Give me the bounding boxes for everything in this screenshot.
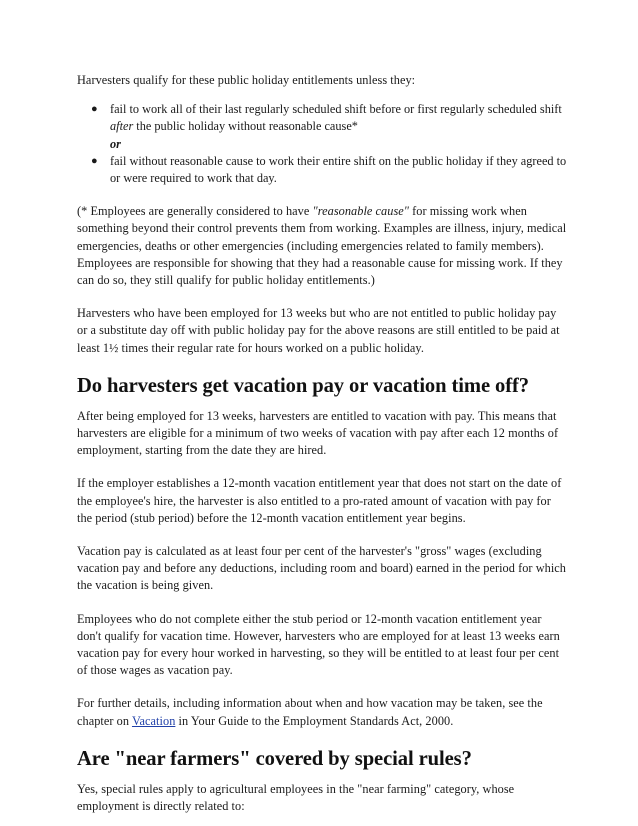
exceptions-list-continued [77,153,567,187]
note-text: for missing work when something beyond their control prevents them from working. Examples are illness, injury, medical emergencies, deaths or other emergencies (including emergencies related to family members). Employees are responsible for showing that they had a reasonable cause for missing work. If they can do so, they still qualify for public holiday entitlements.) [77,204,567,288]
paragraph-text: For further details, including information about when and how vacation may be taken, see the chapter on [77,696,543,728]
list-item-text: fail to work all of their last regularly scheduled shift before or first regularly scheduled shift [110,102,562,117]
document-page [77,72,567,815]
bullet-icon: ● [91,103,98,116]
bullet-icon: ● [91,154,98,167]
near-farmers-heading: Are "near farmers" covered by special rules? [77,747,472,770]
list-item-text: fail without reasonable cause to work their entire shift on the public holiday if they agreed to or were required to work that day. [110,153,567,186]
thirteen-weeks-paragraph: Harvesters who have been employed for 13 weeks but who are not entitled to public holiday pay or a substitute day off with public holiday pay for the above reasons are still entitled to be paid at least 1½ times their regular rate for hours worked on a public holiday. [77,306,560,355]
exceptions-list [77,101,567,135]
or-label: or [110,136,121,151]
vacation-paragraph-5 [77,695,567,729]
list-item [77,101,567,135]
note-text: (* Employees are generally considered to have [77,204,313,219]
reasonable-cause-note [77,203,567,289]
list-item-text: the public holiday without reasonable cause* [133,119,358,134]
vacation-chapter-link[interactable]: Vacation [131,713,176,728]
note-emphasis: "reasonable cause" [312,204,410,219]
near-farmers-paragraph: Yes, special rules apply to agricultural employees in the "near farming" category, whose employment is directly related to: [77,781,515,814]
list-item [77,153,567,187]
vacation-paragraph-1: After being employed for 13 weeks, harvesters are entitled to vacation with pay. This means that harvesters are eligible for a minimum of two weeks of vacation with pay after each 12 months of employment, starting from the date they are hired. [77,408,559,458]
vacation-heading: Do harvesters get vacation pay or vacation time off? [77,374,529,397]
vacation-paragraph-3: Vacation pay is calculated as at least four per cent of the harvester's "gross" wages (excluding vacation pay and before any deductions, including room and board) earned in the period for which the vacation is being given. [77,544,566,593]
vacation-paragraph-4: Employees who do not complete either the stub period or 12-month vacation entitlement year don't qualify for vacation time. However, harvesters who are employed for at least 13 weeks earn vacation pay for every hour worked in harvesting, so they will be entitled to at least four per cent of those wages as vacation pay. [77,611,560,678]
paragraph-text: in Your Guide to the Employment Standards Act, 2000. [175,713,454,728]
vacation-paragraph-2: If the employer establishes a 12-month vacation entitlement year that does not start on the date of the employee's hire, the harvester is also entitled to a pro-rated amount of vacation with pay for the period (stub period) before the 12-month vacation entitlement year begins. [77,476,562,525]
intro-paragraph: Harvesters qualify for these public holiday entitlements unless they: [77,73,416,87]
list-item-emphasis: after [110,119,134,134]
